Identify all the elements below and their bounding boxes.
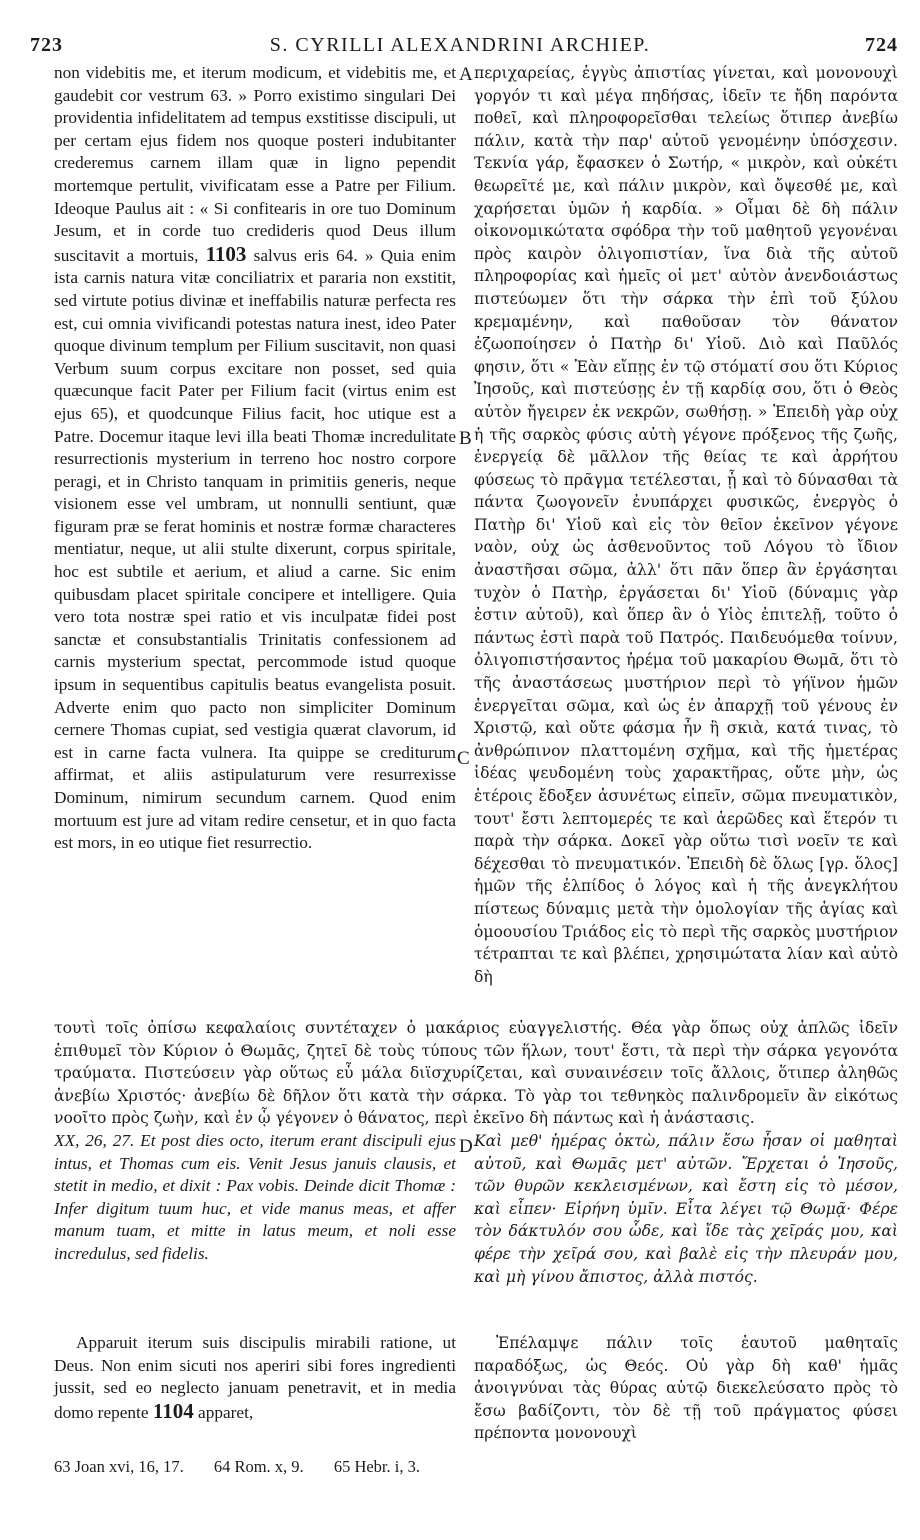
column-number-marker-2: 1104 [152, 1398, 194, 1423]
latin-verse-column [54, 1130, 456, 1266]
greek-column-section1 [474, 62, 898, 988]
page-number-left: 723 [30, 34, 63, 56]
greek-wide-continuation [54, 1017, 898, 1130]
running-title: S. CYRILLI ALEXANDRINI ARCHIEP. [269, 34, 651, 56]
latin-text-part1: non videbitis me, et iterum modicum, et videbitis me, et gaudebit cor vestrum 63. » Porro existimo singulari Dei providentia infidelitatem ad tempus exstitisse discipuli, ut per certam ejus fidem nos quoque posteri indubitanter crederemus carnem illam quæ in ligno pependit mortemque pertulit, vivificatam esse a Patre per Filium. Ideoque Paulus ait : « Si confitearis in ore tuo Dominum Jesum, et in corde tuo credideris quod Deus illum suscitavit a mortuis, [54, 63, 456, 265]
column-number-marker: 1103 [205, 241, 247, 266]
margin-letter-a: A [459, 64, 473, 85]
page-number-right: 724 [865, 34, 898, 56]
margin-letter-d: D [459, 1136, 473, 1157]
latin-column-section1 [54, 62, 456, 855]
greek-verse-text: Καὶ μεθ' ἡμέρας ὀκτὼ, πάλιν ἔσω ἦσαν οἱ μαθηταὶ αὐτοῦ, καὶ Θωμᾶς μετ' αὐτῶν. Ἔρχεται ὁ Ἰησοῦς, τῶν θυρῶν κεκλεισμένων, καὶ ἔστη εἰς τὸ μέσον, καὶ εἶπεν· Εἰρήνη ὑμῖν. Εἶτα λέγει τῷ Θωμᾷ· Φέρε τὸν δάκτυλόν σου ὧδε, καὶ ἴδε τὰς χεῖράς μου, καὶ φέρε τὴν χεῖρά σου, καὶ βαλὲ εἰς τὴν πλευράν μου, καὶ μὴ γίνου ἄπιστος, ἀλλὰ πιστός. [474, 1132, 898, 1286]
margin-letter-b: B [459, 428, 472, 449]
greek-verse-column [474, 1130, 898, 1288]
greek-commentary-text: Ἐπέλαμψε πάλιν τοῖς ἑαυτοῦ μαθηταῖς παραδόξως, ὡς Θεός. Οὐ γὰρ δὴ καθ' ἡμᾶς ἀνοιγνύναι τὰς θύρας αὐτῷ διεκελεύσατο πρὸς τὸ ἔσω βαδίζοντι, τὸν δὲ τῇ τοῦ πράγματος φύσει πρέποντα μονονουχὶ [474, 1334, 898, 1443]
footnote-65: 65 Hebr. i, 3. [333, 1457, 420, 1476]
running-header [22, 30, 898, 60]
footnotes [54, 1457, 898, 1477]
latin-commentary-column [54, 1332, 456, 1424]
latin-commentary-part2: apparet, [198, 1402, 254, 1422]
margin-letter-c: C [457, 748, 470, 769]
greek-text: περιχαρείας, ἐγγὺς ἀπιστίας γίνεται, καὶ μονονουχὶ γοργόν τι καὶ μέγα πηδήσας, ἰδεῖν τε ἤδη παρόντα ποθεῖ, καὶ πληροφορεῖσθαι τελείως ὅτιπερ ἀνεβίω πάλιν, κατὰ τὴν παρ' αὐτοῦ γενομένην ὑπόσχεσιν. Τεκνία γάρ, ἔφασκεν ὁ Σωτήρ, « μικρὸν, καὶ οὐκέτι θεωρεῖτέ με, καὶ πάλιν μικρὸν, καὶ ὄψεσθέ με, καὶ χαρήσεται ὑμῶν ἡ καρδία. » Οἶμαι δὲ δὴ πάλιν οἰκονομικώτατα σφόδρα τὴν τοῦ μαθητοῦ γεγονέναι πρὸς καιρὸν ὀλιγοπιστίαν, ἵνα διὰ τῆς αὐτοῦ πληροφορίας καὶ ἡμεῖς οἱ μετ' αὐτὸν ἀνενδοιάστως πιστεύωμεν ὅτι τὴν σάρκα τὴν ἐπὶ τοῦ ξύλου κρεμαμένην, καὶ παθοῦσαν τὸν θάνατον ἐζωοποίησεν ὁ Πατὴρ δι' Υἱοῦ. Διὸ καὶ Παῦλός φησιν, ὅτι « Ἐὰν εἴπῃς ἐν τῷ στόματί σου ὅτι Κύριος Ἰησοῦς, καὶ πιστεύσῃς ἐν τῇ καρδίᾳ σου, ὅτι ὁ Θεὸς αὐτὸν ἤγειρεν ἐκ νεκρῶν, σωθήσῃ. » Ἐπειδὴ γὰρ οὐχ ἡ τῆς σαρκὸς φύσις αὐτὴ γέγονε πρόξενος τῆς ζωῆς, ἐνεργείᾳ δὲ μᾶλλον τῆς θείας τε καὶ ἀρρήτου φύσεως τὸ πρᾶγμα τετέλεσται, ᾗ καὶ τὸ δύνασθαι τὰ πάντα ζωογονεῖν ἐνυπάρχει φυσικῶς, ἐνεργὸς ὁ Πατὴρ δι' Υἱοῦ καὶ εἰς τὸν θεῖον ἐκεῖνον γέγονε ναὸν, οὐχ ὡς ἀσθενοῦντος τοῦ Λόγου τὸ ἴδιον ἀναστῆσαι σῶμα, ἀλλ' ὅτι πᾶν ὅπερ ἂν ἐργάσηται τυχὸν ὁ Πατὴρ, ἐργάσεται δι' Υἱοῦ (δύναμις γὰρ ἐστιν αὐτοῦ), καὶ ὅπερ ἂν ὁ Υἱὸς ἐπιτελῇ, τοῦτο ὁ πάντως ἐστὶ παρὰ τοῦ Πατρός. Παιδευόμεθα τοίνυν, ὀλιγοπιστήσαντος ἠρέμα τοῦ μακαρίου Θωμᾶ, ὅτι τὸ τῆς ἀναστάσεως μυστήριον περὶ τὸ γήϊνον ἡμῶν ἐνεργεῖται σῶμα, καὶ ὡς ἐν ἀπαρχῇ τοῦ γένους ἐν Χριστῷ, καὶ οὔτε φάσμα ἦν ἢ σκιὰ, κατά τινας, τὸ ἀνθρώπινον πλαττομένη σχῆμα, καὶ τῆς ἡμετέρας ἰδέας ψευδομένη τοὺς χαρακτῆρας, οὔτε μὴν, ὡς ἑτέροις ἔδοξεν ἀσυνέτως εἰπεῖν, σῶμα πνευματικὸν, τουτ' ἔστι λεπτομερές τε καὶ ἀερῶδες καὶ ἕτερόν τι παρὰ τὴν σάρκα. Δοκεῖ γὰρ οὕτω τισὶ νοεῖν τε καὶ δέχεσθαι τὸ πνευματικόν. Ἐπειδὴ δὲ ὅλως [γρ. ὅλος] ἡμῶν τῆς ἐλπίδος ὁ λόγος καὶ ἡ τῆς ἀνεγκλήτου πίστεως δύναμις μετὰ τὴν ὁμολογίαν τῆς ἁγίας καὶ ὁμοουσίου Τριάδος εἰς τὸ περὶ τῆς σαρκὸς μυστήριον τέτραπται τε καὶ βλέπει, χρησιμώτατα λίαν καὶ αὐτὸ δὴ [474, 64, 898, 986]
greek-commentary-column [474, 1332, 898, 1445]
latin-verse-text: XX, 26, 27. Et post dies octo, iterum erant discipuli ejus intus, et Thomas cum eis. Venit Jesus januis clausis, et stetit in medio, et dixit : Pax vobis. Deinde dicit Thomæ : Infer digitum tuum huc, et vide manus meas, et affer manum tuam, et mitte in latus meum, et noli esse incredulus, sed fidelis. [54, 1131, 456, 1263]
footnote-63: 63 Joan xvi, 16, 17. [54, 1457, 184, 1476]
footnote-64: 64 Rom. x, 9. [213, 1457, 304, 1476]
greek-wide-text: τουτὶ τοῖς ὀπίσω κεφαλαίοις συντέταχεν ὁ μακάριος εὐαγγελιστής. Θέα γὰρ ὅπως οὐχ ἁπλῶς ἰδεῖν ἐπιθυμεῖ τὸν Κύριον ὁ Θωμᾶς, ζητεῖ δὲ τοὺς τύπους τῶν ἥλων, τουτ' ἔστι, τὰ περὶ τὴν σάρκα γεγονότα τραύματα. Πιστεύσειν γὰρ οὕτως εὖ μάλα διϊσχυρίζεται, καὶ συναινέσειν τοῖς ἄλλοις, ὅτιπερ ἀληθῶς ἀνεβίω Χριστός· ἀνεβίω δὲ δῆλον ὅτι κατὰ τὴν σάρκα. Τὸ γὰρ τοι τεθνηκὸς παλινδρομεῖν ἂν εἰκότως νοοῖτο πρὸς ζωὴν, καὶ ἐν ᾧ γέγονεν ὁ θάνατος, περὶ ἐκεῖνο δὴ πάντως καὶ ἡ ἀνάστασις. [54, 1019, 898, 1128]
latin-text-part2: salvus eris 64. » Quia enim ista carnis natura vitæ conciliatrix et pararia non exstitit, sed virtute potius divinæ et ineffabilis naturæ perfecta res est, cui omnia vivificandi potestas natura inest, ideo Pater quoque divinum templum per Filium suscitavit, non quasi Verbum suum corpus excitare non posset, sed quia quæcunque facit Pater per Filium facit (virtus enim est ejus 65), et quodcunque Filius facit, hoc utique est a Patre. Docemur itaque levi illa beati Thomæ incredulitate resurrectionis mysterium in terreno hoc nostro corpore peragi, et in Christo tanquam in primitiis generis, neque visionem esse vel umbram, ut nonnulli sentiunt, quæ figuram præ se ferat hominis et nostræ formæ characteres mentiatur, neque, ut alii stulte dixerunt, corpus spiritale, hoc est subtile et aerium, et aliud a carne. Sic enim quibusdam placet spiritale concipere et intelligere. Quia vero tota nostræ spei ratio et vis inculpatæ fidei post sanctæ et consubstantialis Trinitatis confessionem ad carnis mysterium spectat, percommode istud quoque ipsum in sequentibus capitulis beatus evangelista posuit. Adverte enim quo pacto non simpliciter Dominum cernere Thomas cupiat, sed vestigia quærat clavorum, id est in carne facta vulnera. Ita quippe se crediturum affirmat, et aliis astipulaturum vere resurrexisse Dominum, nimirum secundum carnem. Quod enim mortuum est jure ad vitam redire censetur, et in quo facta est mors, in eo utique fiet resurrectio. [54, 245, 456, 853]
latin-commentary-part1: Apparuit iterum suis discipulis mirabili ratione, ut Deus. Non enim sicuti nos aperiri sibi fores ingredienti jussit, sed eo neglecto januam penetravit, et in media domo repente [54, 1333, 456, 1422]
